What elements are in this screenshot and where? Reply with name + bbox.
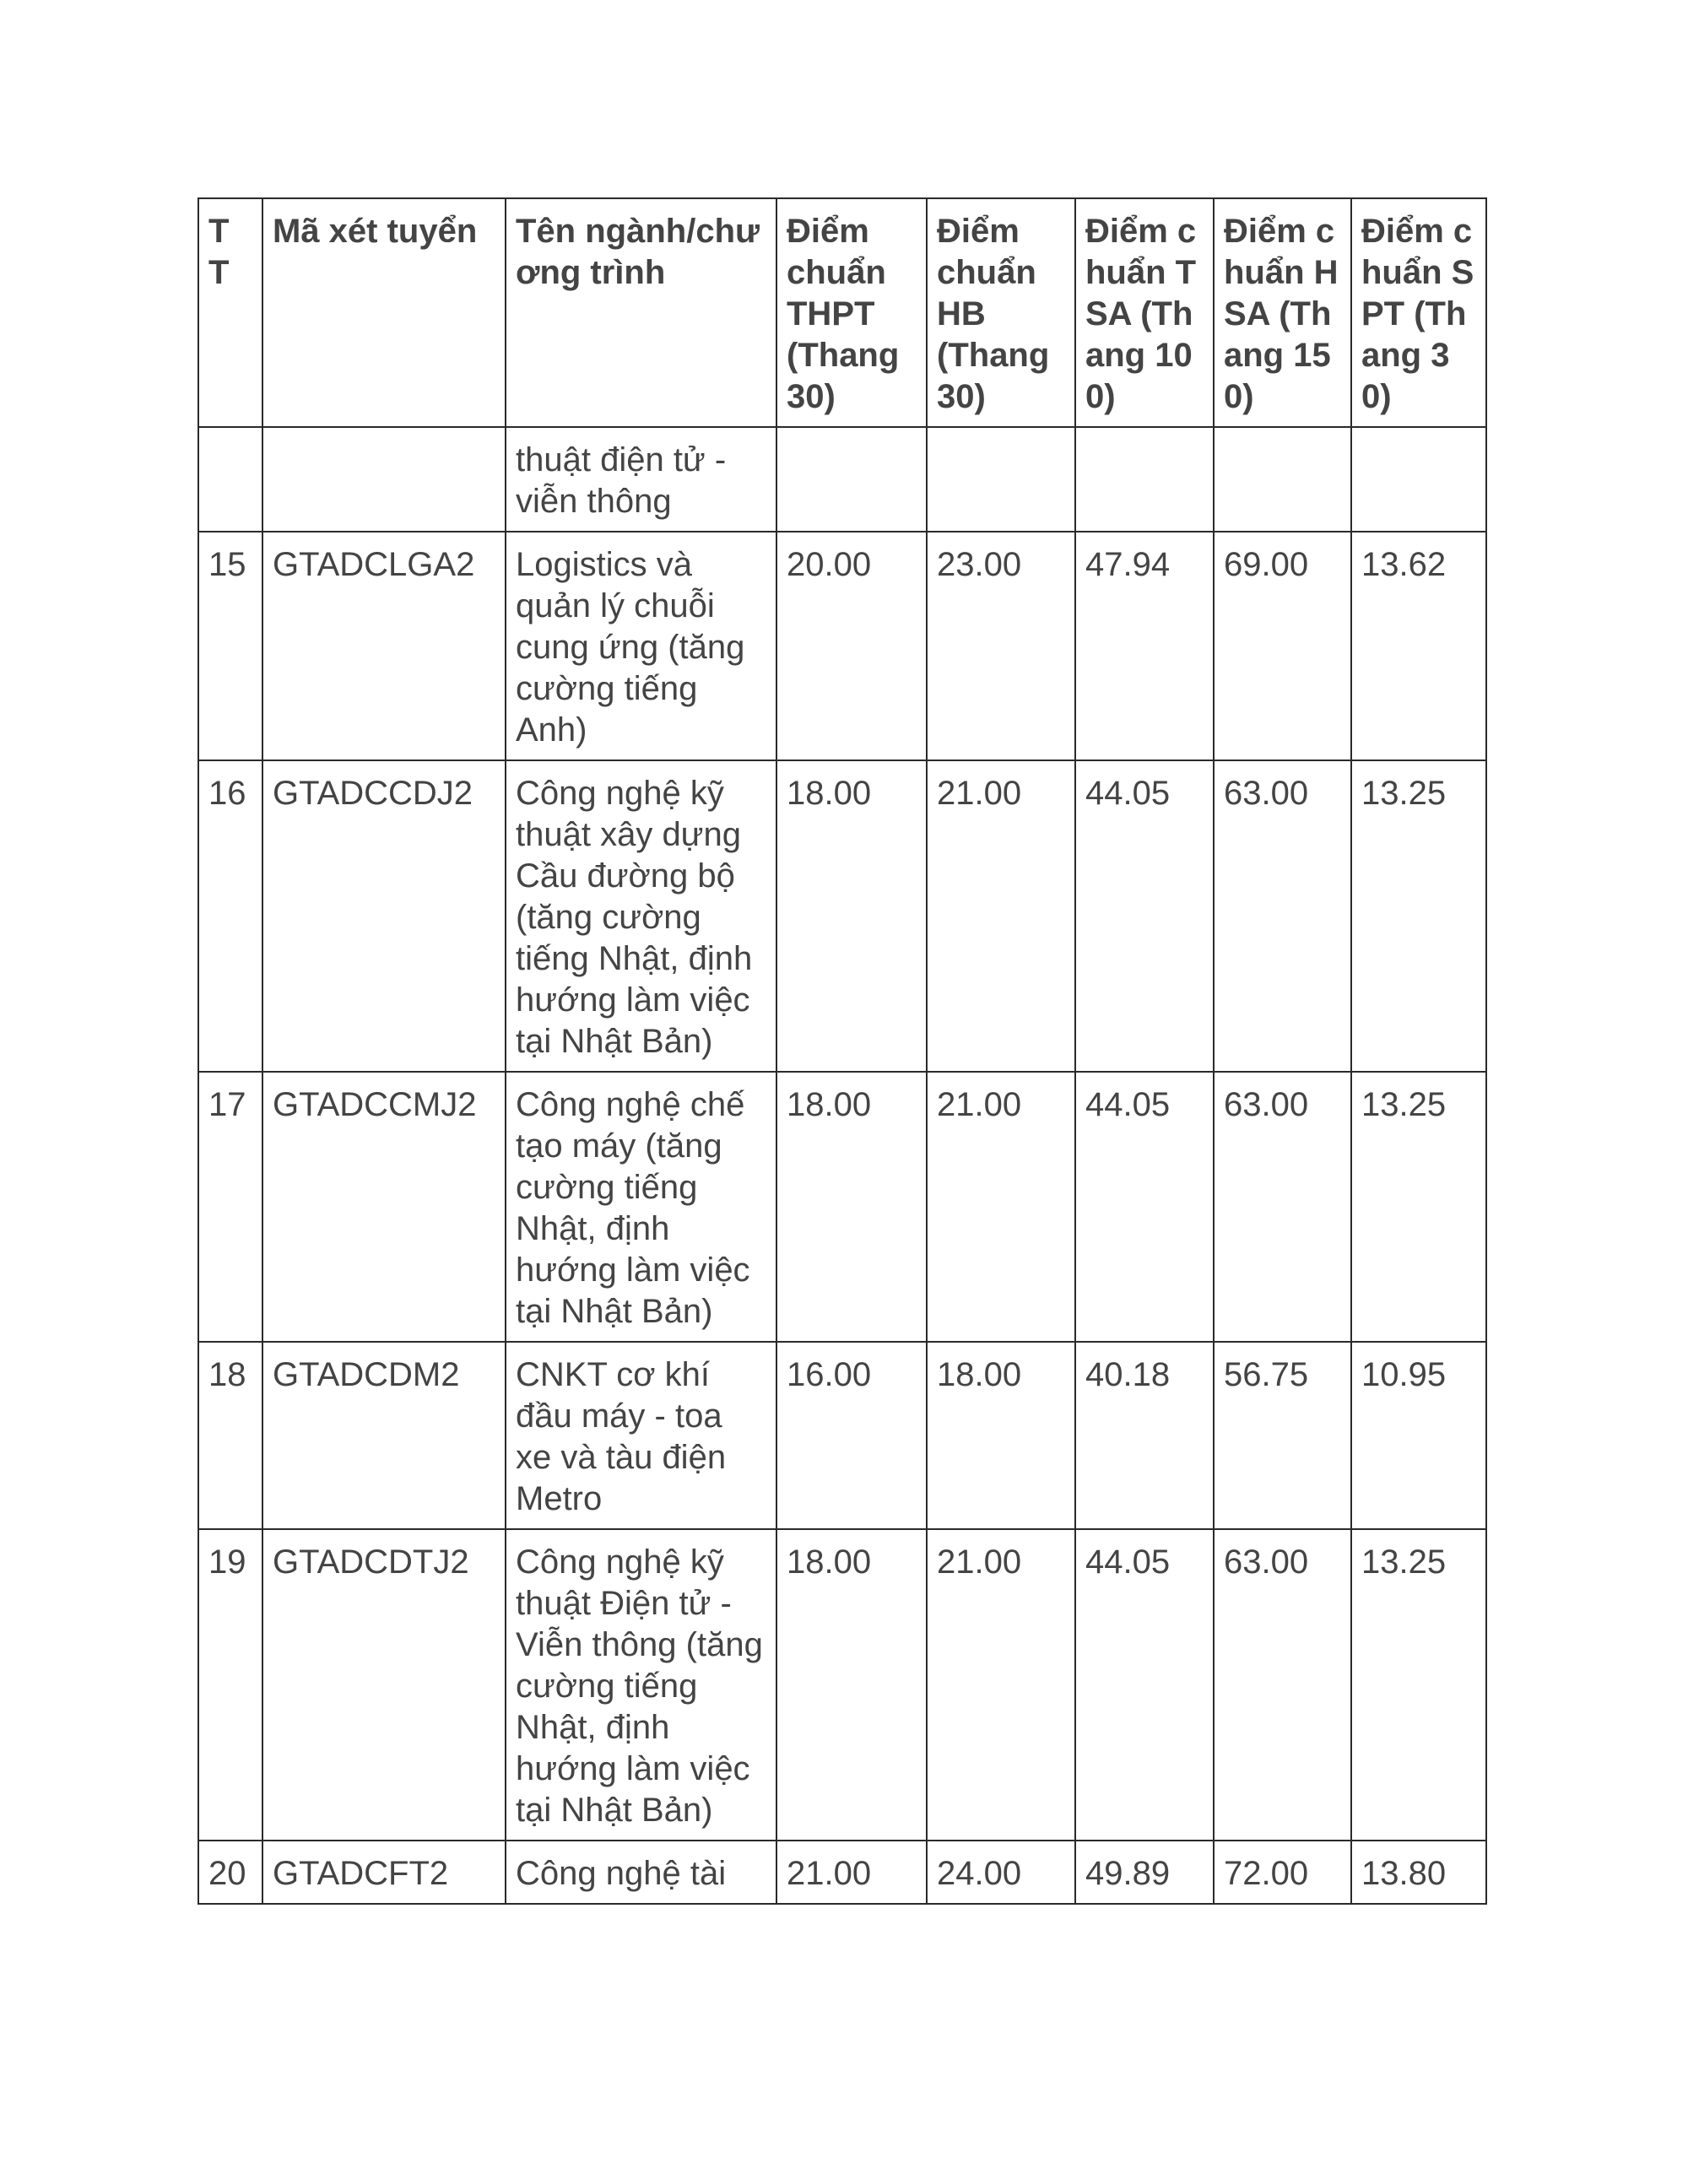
- cell-tsa: 49.89: [1075, 1841, 1214, 1904]
- cell-spt: 10.95: [1351, 1342, 1486, 1529]
- cell-hb: 24.00: [927, 1841, 1075, 1904]
- cell-tt: [198, 427, 262, 532]
- cell-code: GTADCFT2: [262, 1841, 506, 1904]
- cell-thpt: 16.00: [776, 1342, 927, 1529]
- cell-code: GTADCCDJ2: [262, 760, 506, 1072]
- cell-spt: [1351, 427, 1486, 532]
- cell-name: Công nghệ kỹ thuật xây dựng Cầu đường bộ (tăng cường tiếng Nhật, định hướng làm việc tại Nhật Bản): [506, 760, 776, 1072]
- cell-hb: 23.00: [927, 532, 1075, 760]
- cell-name: Công nghệ tài: [506, 1841, 776, 1904]
- cell-hsa: 72.00: [1214, 1841, 1351, 1904]
- cell-spt: 13.62: [1351, 532, 1486, 760]
- table-row: [198, 1072, 1486, 1342]
- cell-hb: 21.00: [927, 1529, 1075, 1841]
- cell-hsa: 63.00: [1214, 1072, 1351, 1342]
- cell-code: [262, 427, 506, 532]
- cell-tt: 16: [198, 760, 262, 1072]
- cell-hb: [927, 427, 1075, 532]
- table-header-row: [198, 198, 1486, 427]
- cell-hb: 21.00: [927, 760, 1075, 1072]
- cell-hb: 18.00: [927, 1342, 1075, 1529]
- header-name: Tên ngành/chương trình: [506, 198, 776, 427]
- cell-code: GTADCDM2: [262, 1342, 506, 1529]
- cell-spt: 13.25: [1351, 1072, 1486, 1342]
- cell-tsa: 44.05: [1075, 1072, 1214, 1342]
- cell-spt: 13.25: [1351, 760, 1486, 1072]
- cell-tsa: 44.05: [1075, 1529, 1214, 1841]
- header-tt: T T: [198, 198, 262, 427]
- admission-scores-table: [197, 197, 1487, 1905]
- cell-hsa: 56.75: [1214, 1342, 1351, 1529]
- header-hb: Điểm chuẩn HB (Thang 30): [927, 198, 1075, 427]
- cell-hsa: [1214, 427, 1351, 532]
- cell-tt: 15: [198, 532, 262, 760]
- cell-name: thuật điện tử - viễn thông: [506, 427, 776, 532]
- cell-name: Logistics và quản lý chuỗi cung ứng (tăng cường tiếng Anh): [506, 532, 776, 760]
- cell-spt: 13.80: [1351, 1841, 1486, 1904]
- header-spt: Điểm chuẩn SPT (Thang 30): [1351, 198, 1486, 427]
- header-code: Mã xét tuyển: [262, 198, 506, 427]
- table-row: [198, 1342, 1486, 1529]
- cell-thpt: 18.00: [776, 760, 927, 1072]
- table-row: [198, 1529, 1486, 1841]
- cell-name: CNKT cơ khí đầu máy - toa xe và tàu điện Metro: [506, 1342, 776, 1529]
- cell-thpt: [776, 427, 927, 532]
- table-row: [198, 1841, 1486, 1904]
- cell-tsa: 44.05: [1075, 760, 1214, 1072]
- cell-code: GTADCDTJ2: [262, 1529, 506, 1841]
- table-row: [198, 760, 1486, 1072]
- header-hsa: Điểm chuẩn HSA (Thang 150): [1214, 198, 1351, 427]
- cell-hsa: 63.00: [1214, 760, 1351, 1072]
- cell-name: Công nghệ kỹ thuật Điện tử - Viễn thông (tăng cường tiếng Nhật, định hướng làm việc tại Nhật Bản): [506, 1529, 776, 1841]
- cell-tsa: 40.18: [1075, 1342, 1214, 1529]
- cell-thpt: 18.00: [776, 1529, 927, 1841]
- cell-tt: 19: [198, 1529, 262, 1841]
- cell-tt: 20: [198, 1841, 262, 1904]
- cell-tt: 17: [198, 1072, 262, 1342]
- cell-hb: 21.00: [927, 1072, 1075, 1342]
- cell-name: Công nghệ chế tạo máy (tăng cường tiếng Nhật, định hướng làm việc tại Nhật Bản): [506, 1072, 776, 1342]
- cell-code: GTADCCMJ2: [262, 1072, 506, 1342]
- header-tsa: Điểm chuẩn TSA (Thang 100): [1075, 198, 1214, 427]
- table-row: [198, 532, 1486, 760]
- cell-tsa: [1075, 427, 1214, 532]
- cell-thpt: 18.00: [776, 1072, 927, 1342]
- cell-hsa: 63.00: [1214, 1529, 1351, 1841]
- cell-thpt: 20.00: [776, 532, 927, 760]
- cell-spt: 13.25: [1351, 1529, 1486, 1841]
- cell-tsa: 47.94: [1075, 532, 1214, 760]
- cell-code: GTADCLGA2: [262, 532, 506, 760]
- cell-thpt: 21.00: [776, 1841, 927, 1904]
- cell-hsa: 69.00: [1214, 532, 1351, 760]
- table-row: [198, 427, 1486, 532]
- cell-tt: 18: [198, 1342, 262, 1529]
- header-thpt: Điểm chuẩn THPT (Thang 30): [776, 198, 927, 427]
